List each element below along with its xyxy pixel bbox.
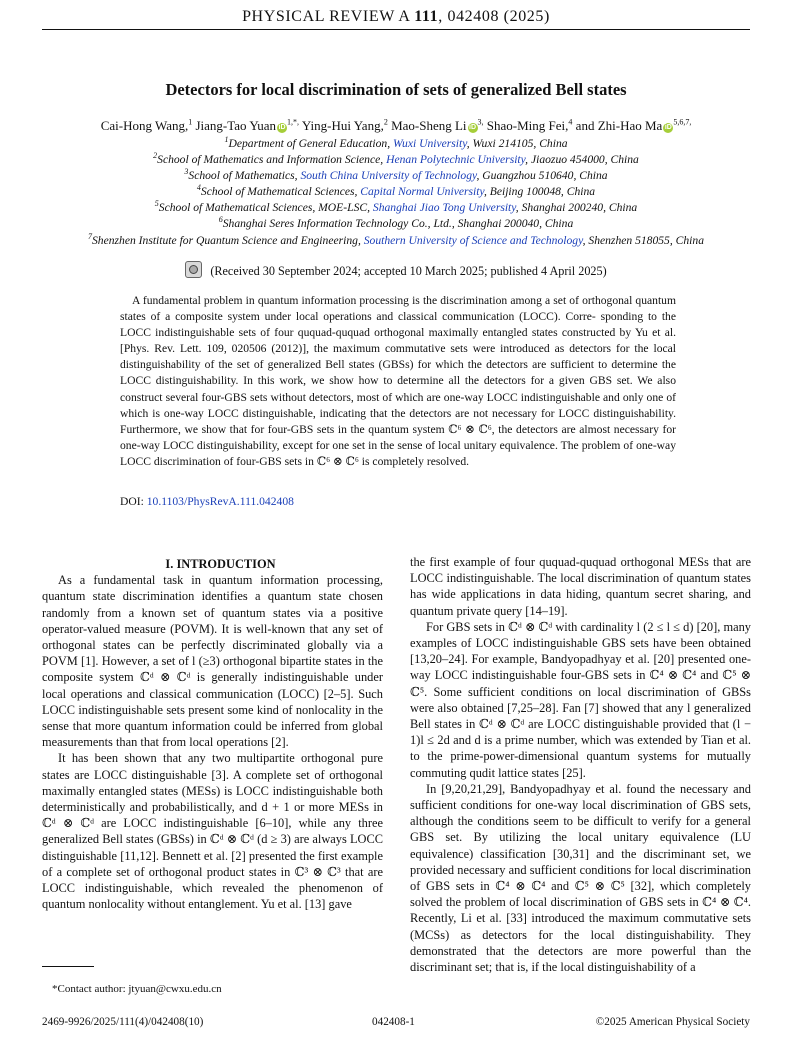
doi-line: DOI: 10.1103/PhysRevA.111.042408 [120,495,294,508]
affiliation: $^7$Shenzhen Institute for Quantum Science and Engineering, Southern University of Science and Technology, Shenzhen 518055, China [87,231,704,247]
body-paragraph: For GBS sets in ℂᵈ ⊗ ℂᵈ with cardinality l (2 ≤ l ≤ d) [20], many examples of LOCC indistinguishable GBS sets have been obtained [13,20–24]. For example, Bandyopadhyay et al. [20] presented one-way LOCC indistinguishable four-GBS sets in ℂ⁴ ⊗ ℂ⁴ and ℂ⁵ ⊗ ℂ⁵. Some sufficient conditions on local discrimination of GBSs were also obtained [7,25–28]. Fan [7] showed that any l generalized Bell states in ℂᵈ ⊗ ℂᵈ are LOCC distinguishable provided that (l − 1)l ≤ 2d and d is a prime number, which was extended by Tian et al. to the prime-power-dimensional quantum systems for mutually commuting qudit lattice states [25]. [410,619,751,780]
author-name: and Zhi-Hao Ma [575,118,663,133]
author-affiliation-marker: 2 [383,117,388,127]
author-affiliation-marker: 1,*, [287,117,300,127]
institution-link[interactable]: Southern University of Science and Technology [363,233,583,247]
author-affiliation-marker: 3, [477,117,484,127]
footer-page-number: 042408-1 [372,1016,415,1028]
author-affiliation-marker: 5,6,7, [673,117,692,127]
author-name: Mao-Sheng Li [391,118,467,133]
check-for-updates-icon[interactable] [185,261,202,278]
institution-link[interactable]: Henan Polytechnic University [386,153,526,167]
author-affiliation-marker: 1 [188,117,193,127]
journal-header: PHYSICAL REVIEW A 111, 042408 (2025) [242,8,550,25]
institution-link[interactable]: South China University of Technology [300,169,477,183]
footer-copyright: ©2025 American Physical Society [595,1016,750,1028]
affiliation: $^5$School of Mathematical Sciences, MOE-LSC, Shanghai Jiao Tong University, Shanghai 200240, China [154,199,638,215]
paper-title: Detectors for local discrimination of sets of generalized Bell states [165,80,627,99]
section-heading: I. INTRODUCTION [165,557,276,571]
affiliation: $^4$School of Mathematical Sciences, Capital Normal University, Beijing 100048, China [196,183,596,199]
orcid-icon[interactable]: iD [278,124,286,131]
footnote: *Contact author: jtyuan@cwxu.edu.cn [52,983,222,995]
author-name: Ying-Hui Yang, [301,118,384,133]
author-affiliation-marker: 4 [568,117,573,127]
body-paragraph: As a fundamental task in quantum information processing, quantum state discrimination identifies a quantum state chosen randomly from a known set of quantum states via a positive operator-valued measure (POVM). It is well-known that any set of orthogonal states can be perfectly discriminated globally via a POVM [1]. However, a set of l (≥3) orthogonal bipartite states in the composite system ℂᵈ ⊗ ℂᵈ is generally indistinguishable under local operations and classical communication (LOCC) [2–5]. Such LOCC indistinguishable sets present some kind of nonlocality in the sense that more quantum information could be inferred from global measurements than that from local operations [2]. [42,573,383,750]
affiliation-list [42,136,750,249]
left-column [42,556,383,912]
institution-link[interactable]: Capital Normal University [360,185,484,199]
author-name: Cai-Hong Wang, [100,118,189,133]
abstract: A fundamental problem in quantum information processing is the discrimination among a set of orthogonal quantum states of a composite system under local operations and classical communication (LOCC). Corre- sponding to the LOCC indistinguishable sets of four ququad-ququad orthogonal maximally entangled states constructed by Yu et al. [Phys. Rev. Lett. 109, 020506 (2012)], the maximum commutative sets were introduced as detectors for the local distinguishability of the set of generalized Bell states (GBSs) for which the detectors are sufficient to determine the LOCC distinguishability. In this work, we show how to determine all the detectors for a given GBS set. We also construct several four-GBS sets without detectors, most of which are one-way LOCC indistinguishable and only one of which is one-way LOCC distinguishable, indicating that the detectors are not necessary for LOCC distinguishability. Furthermore, we show that for four-GBS sets in the quantum system ℂ⁶ ⊗ ℂ⁶, the detectors are almost necessary for one-way LOCC distinguishability, except for one set in the sense of local unitary equivalence. The problem of one-way LOCC discrimination of four-GBS sets in ℂ⁶ ⊗ ℂ⁶ is completely resolved. [120,294,676,468]
affiliation: $^6$Shanghai Seres Information Technology Co., Ltd., Shanghai 200040, China [218,215,574,231]
body-paragraph: It has been shown that any two multipartite orthogonal pure states are LOCC distinguishable [3]. A complete set of orthogonal maximally entangled states (MESs) is LOCC indistinguishable both deterministically and probabilistically, and d + 1 or more MESs in ℂᵈ ⊗ ℂᵈ are LOCC indistinguishable [6–10], while any three generalized Bell states (GBSs) in ℂᵈ ⊗ ℂᵈ (d ≥ 3) are always LOCC distinguishable [11,12]. Bennett et al. [2] presented the first example of a complete set of orthogonal product states in ℂ³ ⊗ ℂ³ that are LOCC indistinguishable, which revealed the phenomenon of quantum nonlocality without entanglement. Yu et al. [13] gave [42,751,383,912]
institution-link[interactable]: Wuxi University [393,137,467,150]
orcid-icon[interactable]: iD [664,124,672,131]
received-dates: (Received 30 September 2024; accepted 10 March 2025; published 4 April 2025) [42,261,750,279]
doi-link[interactable]: 10.1103/PhysRevA.111.042408 [146,495,294,508]
body-paragraph: the first example of four ququad-ququad orthogonal MESs that are LOCC indistinguishable. The local discrimination of quantum states has wide applications in data hiding, quantum secret sharing, and quantum private query [14–19]. [410,555,751,618]
author-list [42,118,750,134]
header-rule [42,29,750,30]
body-paragraph: In [9,20,21,29], Bandyopadhyay et al. found the necessary and sufficient conditions for one-way local discrimination of GBS sets, although the conditions seem to be difficult to verify for a general GBS set. By utilizing the local unitary equivalence (LU equivalence) classification [30,31] and the discriminant set, we provided necessary and sufficient conditions for local discrimination of GBS sets in ℂ⁴ ⊗ ℂ⁴ and ℂ⁵ ⊗ ℂ⁵ [32], which completely solved the problem of local discrimination of GBS sets in ℂ⁴ ⊗ ℂ⁴. Recently, Li et al. [33] introduced the maximum commutative sets (MCSs) as detectors for the local distinguishability. They demonstrated that the detectors are more powerful than the discriminant set; that is, if the local distinguishability of a [410,781,751,975]
affiliation: $^3$School of Mathematics, South China University of Technology, Guangzhou 510640, China [184,167,608,183]
author-name: Shao-Ming Fei, [486,118,569,133]
orcid-icon[interactable]: iD [469,124,477,131]
author-name: Jiang-Tao Yuan [195,118,277,133]
affiliation: $^1$Department of General Education, Wuxi University, Wuxi 214105, China [224,135,568,150]
footer-issn: 2469-9926/2025/111(4)/042408(10) [42,1016,204,1028]
institution-link[interactable]: Shanghai Jiao Tong University [372,201,516,215]
right-column [410,554,751,975]
affiliation: $^2$School of Mathematics and Information Science, Henan Polytechnic University, Jiaozuo 454000, China [153,151,639,167]
footnote-rule [42,966,94,967]
